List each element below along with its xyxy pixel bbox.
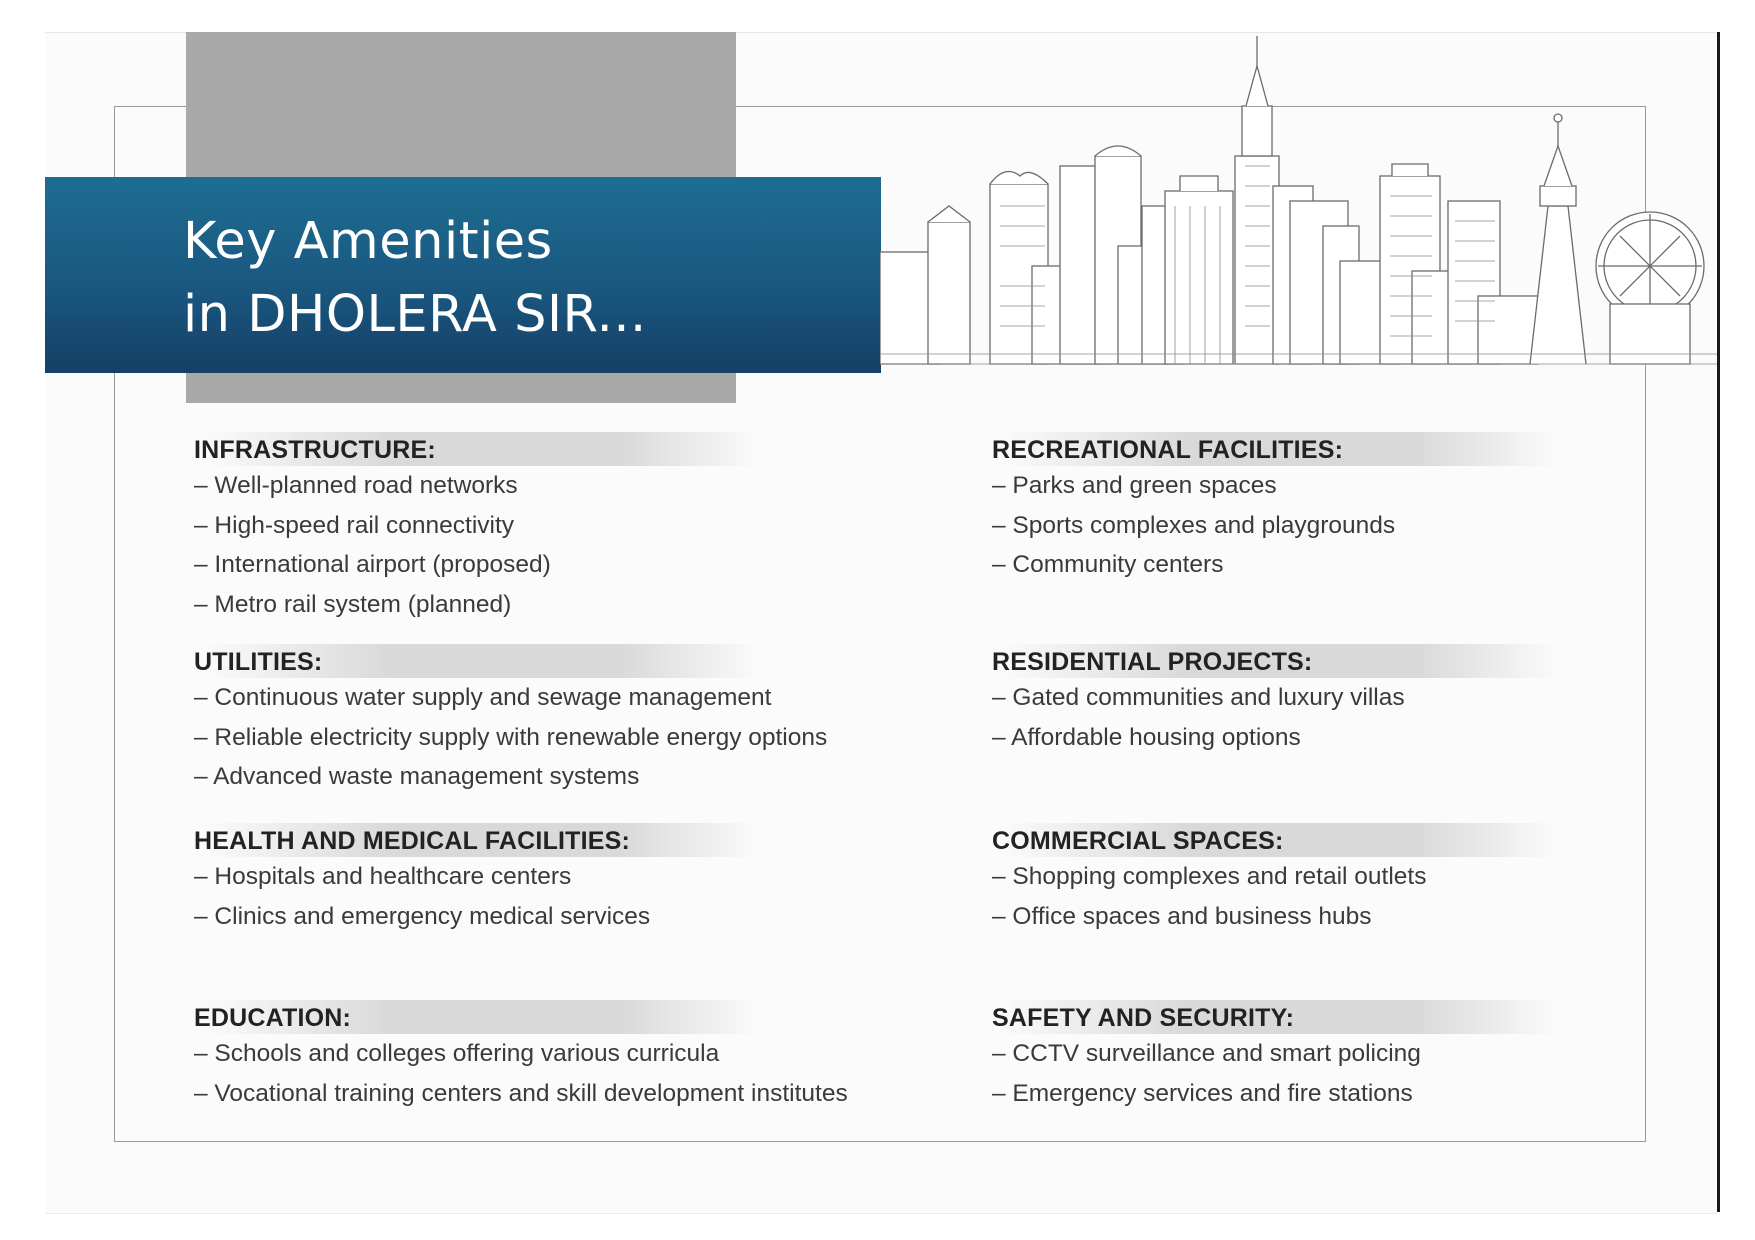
section-heading (989, 644, 1559, 678)
section-heading-text: COMMERCIAL SPACES: (992, 827, 1284, 855)
section-safety (989, 1000, 1755, 1113)
section-heading-text: RESIDENTIAL PROJECTS: (992, 648, 1313, 676)
list-item: – Affordable housing options (992, 723, 1301, 751)
section-heading-text: UTILITIES: (194, 648, 323, 676)
section-heading (191, 644, 761, 678)
section-recreational (989, 432, 1755, 585)
section-education (191, 1000, 981, 1113)
amenity-list (989, 857, 1755, 936)
list-item: – Vocational training centers and skill development institutes (194, 1079, 848, 1107)
amenity-list (191, 678, 981, 797)
list-item: – Hospitals and healthcare centers (194, 863, 572, 890)
list-item: – Advanced waste management systems (194, 763, 640, 790)
title-line-1: Key Amenities (183, 212, 553, 271)
list-item: – Gated communities and luxury villas (992, 684, 1405, 711)
section-heading (191, 823, 761, 857)
list-item: – High-speed rail connectivity (194, 511, 515, 539)
list-item: – Continuous water supply and sewage management (194, 684, 772, 711)
list-item: – Reliable electricity supply with renewable energy options (194, 723, 828, 751)
city-skyline-illustration (880, 36, 1717, 376)
list-item: – Parks and green spaces (992, 472, 1277, 499)
list-item: – International airport (proposed) (194, 551, 551, 578)
amenity-list (191, 857, 981, 936)
amenity-list (989, 1034, 1755, 1113)
section-heading (989, 1000, 1559, 1034)
page-title (183, 205, 647, 351)
section-heading (989, 823, 1559, 857)
section-heading-text: SAFETY AND SECURITY: (992, 1004, 1295, 1032)
section-heading-text: INFRASTRUCTURE: (194, 436, 436, 464)
section-health (191, 823, 981, 936)
list-item: – Emergency services and fire stations (992, 1079, 1413, 1107)
section-heading-text: EDUCATION: (194, 1004, 352, 1032)
section-heading (191, 1000, 761, 1034)
section-heading-text: HEALTH AND MEDICAL FACILITIES: (194, 827, 631, 855)
list-item: – CCTV surveillance and smart policing (992, 1040, 1421, 1067)
list-item: – Shopping complexes and retail outlets (992, 863, 1427, 890)
list-item: – Office spaces and business hubs (992, 902, 1372, 930)
amenity-list (989, 678, 1755, 757)
amenity-list (191, 1034, 981, 1113)
list-item: – Metro rail system (planned) (194, 590, 512, 618)
section-heading (191, 432, 761, 466)
section-residential (989, 644, 1755, 757)
list-item: – Schools and colleges offering various curricula (194, 1040, 720, 1067)
list-item: – Community centers (992, 551, 1224, 578)
list-item: – Sports complexes and playgrounds (992, 511, 1396, 539)
section-heading (989, 432, 1559, 466)
amenity-list (191, 466, 981, 624)
list-item: – Well-planned road networks (194, 472, 518, 499)
list-item: – Clinics and emergency medical services (194, 902, 651, 930)
section-commercial (989, 823, 1755, 936)
amenity-list (989, 466, 1755, 585)
section-heading-text: RECREATIONAL FACILITIES: (992, 436, 1344, 464)
section-infrastructure (191, 432, 981, 624)
title-line-2: in DHOLERA SIR... (183, 285, 647, 344)
section-utilities (191, 644, 981, 797)
